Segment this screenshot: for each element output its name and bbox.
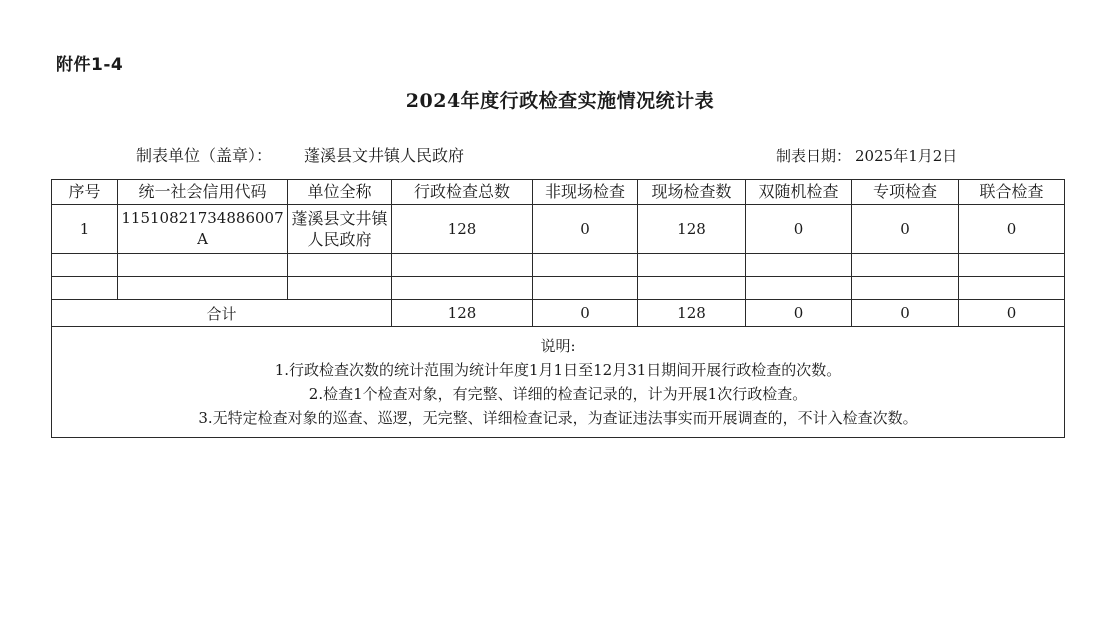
empty-cell <box>52 277 118 300</box>
totals-total-inspections: 128 <box>392 300 533 327</box>
issue-date-label: 制表日期： <box>776 147 852 165</box>
column-header-onsite: 现场检查数 <box>638 180 746 205</box>
column-header-special: 专项检查 <box>852 180 959 205</box>
note-item: 1.行政检查次数的统计范围为统计年度1月1日至12月31日期间开展行政检查的次数。 <box>274 361 842 379</box>
row-joint: 0 <box>959 205 1065 254</box>
column-header-offsite: 非现场检查 <box>533 180 638 205</box>
column-header-total-inspections: 行政检查总数 <box>392 180 533 205</box>
totals-row <box>52 300 1065 327</box>
row-unit-name: 蓬溪县文井镇人民政府 <box>288 205 392 254</box>
issue-date <box>776 145 957 166</box>
row-onsite: 128 <box>638 205 746 254</box>
issuing-unit <box>136 143 464 166</box>
issuing-unit-value: 蓬溪县文井镇人民政府 <box>304 146 465 165</box>
column-header-joint: 联合检查 <box>959 180 1065 205</box>
totals-special: 0 <box>852 300 959 327</box>
row-no: 1 <box>52 205 118 254</box>
empty-cell <box>638 254 746 277</box>
attachment-label: 附件1-4 <box>56 55 124 75</box>
totals-offsite: 0 <box>533 300 638 327</box>
totals-label: 合计 <box>52 300 392 327</box>
empty-cell <box>118 277 288 300</box>
totals-double-random: 0 <box>746 300 852 327</box>
totals-onsite: 128 <box>638 300 746 327</box>
inspection-stats-table <box>51 179 1065 438</box>
totals-joint: 0 <box>959 300 1065 327</box>
column-header-unit-name: 单位全称 <box>288 180 392 205</box>
row-double-random: 0 <box>746 205 852 254</box>
empty-cell <box>288 277 392 300</box>
empty-cell <box>288 254 392 277</box>
column-header-no: 序号 <box>52 180 118 205</box>
notes-heading: 说明: <box>540 337 576 355</box>
empty-cell <box>852 277 959 300</box>
row-total-inspections: 128 <box>392 205 533 254</box>
row-offsite: 0 <box>533 205 638 254</box>
empty-cell <box>959 277 1065 300</box>
row-special: 0 <box>852 205 959 254</box>
document-title: 2024年度行政检查实施情况统计表 <box>405 90 715 112</box>
empty-cell <box>852 254 959 277</box>
table-row <box>52 205 1065 254</box>
empty-table-row <box>52 277 1065 300</box>
empty-table-row <box>52 254 1065 277</box>
empty-cell <box>52 254 118 277</box>
issuing-unit-label: 制表单位（盖章）： <box>136 146 273 165</box>
notes-block <box>52 327 1065 438</box>
empty-cell <box>392 254 533 277</box>
notes-row <box>52 327 1065 438</box>
issue-date-value: 2025年1月2日 <box>855 147 958 165</box>
column-header-credit-code: 统一社会信用代码 <box>118 180 288 205</box>
note-item: 3.无特定检查对象的巡查、巡逻，无完整、详细检查记录，为查证违法事实而开展调查的，不计入检查次数。 <box>198 409 918 427</box>
empty-cell <box>533 277 638 300</box>
empty-cell <box>959 254 1065 277</box>
empty-cell <box>392 277 533 300</box>
empty-cell <box>118 254 288 277</box>
empty-cell <box>746 254 852 277</box>
empty-cell <box>533 254 638 277</box>
empty-cell <box>638 277 746 300</box>
row-credit-code: 11510821734886007A <box>118 205 288 254</box>
empty-cell <box>746 277 852 300</box>
column-header-double-random: 双随机检查 <box>746 180 852 205</box>
table-header-row <box>52 180 1065 205</box>
note-item: 2.检查1个检查对象，有完整、详细的检查记录的，计为开展1次行政检查。 <box>308 385 808 403</box>
